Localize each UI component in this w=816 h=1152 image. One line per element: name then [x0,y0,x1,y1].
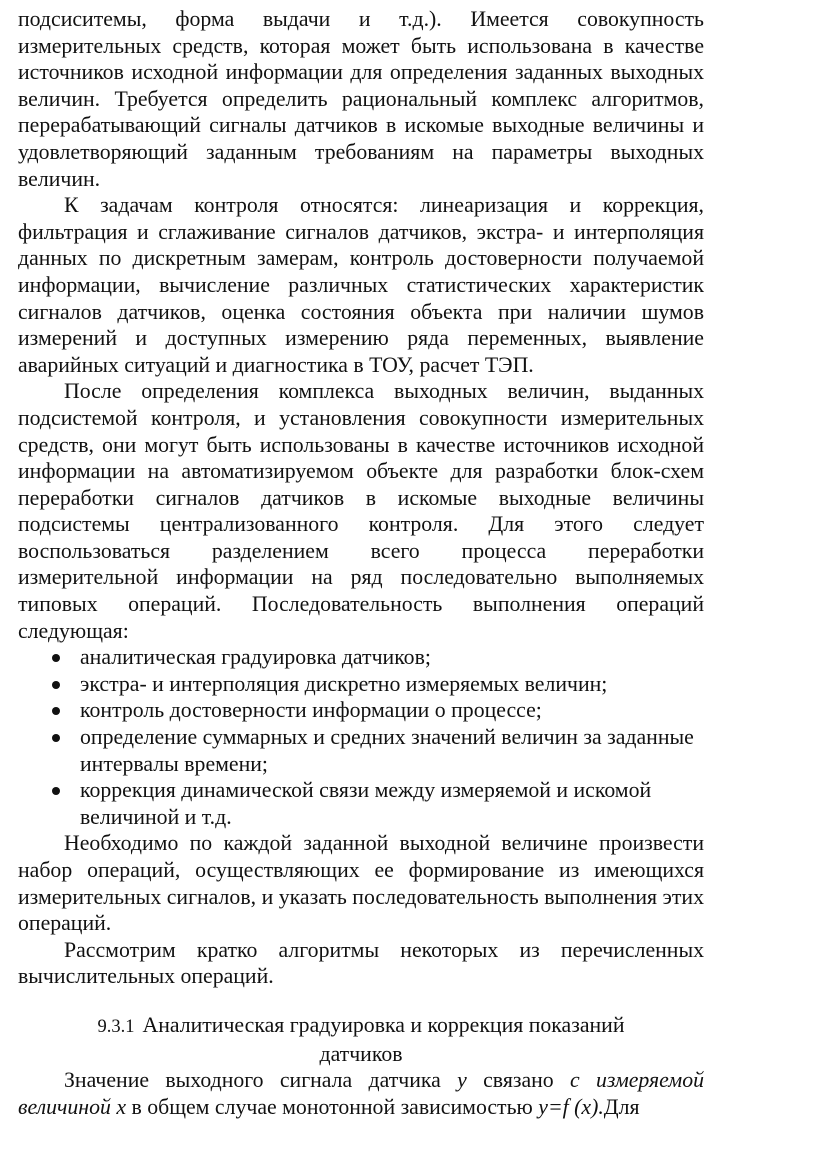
bullet-icon [52,681,60,689]
list-item: коррекция динамической связи между измеряемой и искомой величиной и т.д. [80,777,704,830]
section-title-line1: Аналитическая градуировка и коррекция показаний [142,1012,625,1037]
list-item: экстра- и интерполяция дискретно измеряемых величин; [80,671,704,698]
variable-y: y [457,1068,467,1093]
section-number: 9.3.1 [97,1016,135,1037]
measured-quantity: с измеряемой величиной x [18,1068,705,1119]
paragraph-necessary: Необходимо по каждой заданной выходной величине произвести набор операций, осуществляющих ее формирование из имеющихся измерительных сигналов, и указать последовательность выполнения этих операций. [18,831,704,936]
paragraph-control-tasks: К задачам контроля относятся: линеаризация и коррекция, фильтрация и сглаживание сигналов датчиков, экстра- и интерполяция данных по дискретным замерам, контроль достоверности получаемой информации, вычисление различных статистических характеристик сигналов датчиков, оценка состояния объекта при наличии шумов измерений и доступных измерению ряда переменных, выявление аварийных ситуаций и диагностика в ТОУ, расчет ТЭП. [18,193,704,377]
list-item: определение суммарных и средних значений величин за заданные интервалы времени; [80,724,704,777]
paragraph-intro: подсиситемы, форма выдачи и т.д.). Имеется совокупность измерительных средств, которая может быть использована в качестве источников исходной информации для определения заданных выходных величин. Требуется определить рациональный комплекс алгоритмов, перерабатывающий сигналы датчиков в искомые выходные величины и удовлетворяющий заданным требованиям на параметры выходных величин. [18,7,704,191]
list-item: контроль достоверности информации о процессе; [80,697,704,724]
paragraph-after-definition: После определения комплекса выходных величин, выданных подсистемой контроля, и установления совокупности измерительных средств, они могут быть использованы в качестве источников исходной информации на автоматизируемом объекте для разработки блок-схем переработки сигналов датчиков в искомые выходные величины подсистемы централизованного контроля. Для этого следует воспользоваться разделением всего процесса переработки измерительной информации на ряд последовательно выполняемых типовых операций. Последовательность выполнения операций следующая: [18,379,704,643]
formula: y=f (x). [538,1094,604,1119]
bullet-icon [52,787,60,795]
bullet-icon [52,707,60,715]
bullet-icon [52,734,60,742]
section-heading [18,1012,704,1067]
bullet-icon [52,654,60,662]
operations-list [18,644,704,830]
list-item: аналитическая градуировка датчиков; [80,644,704,671]
paragraph-sensor-signal: Значение выходного сигнала датчика y связано с измеряемой величиной x в общем случае монотонной зависимостью y=f (x).Для [18,1068,705,1119]
paragraph-consider: Рассмотрим кратко алгоритмы некоторых из перечисленных вычислительных операций. [18,937,704,989]
section-title-line2: датчиков [319,1041,403,1066]
